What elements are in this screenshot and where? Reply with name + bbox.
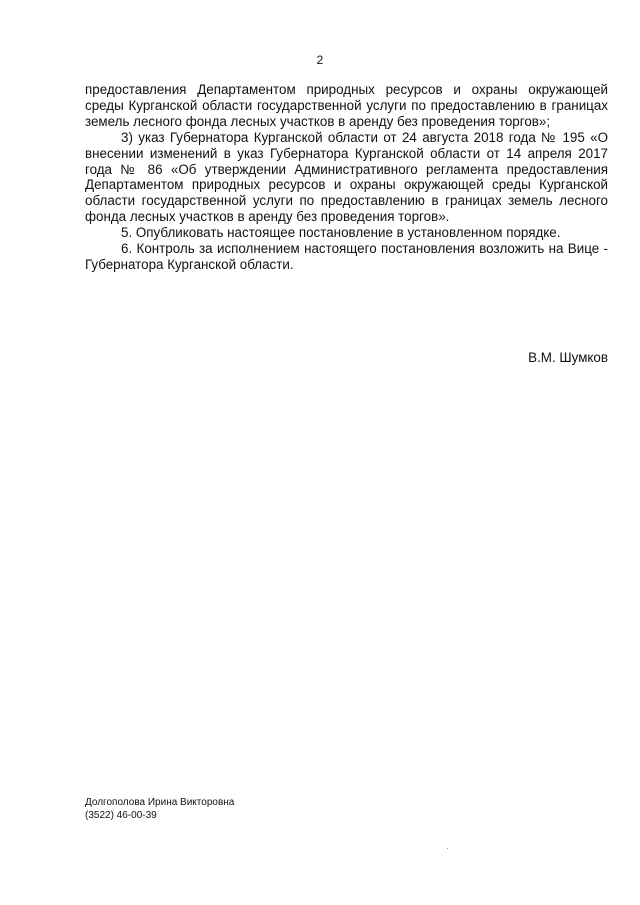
- executor-block: [85, 796, 234, 822]
- paragraph-continuation: предоставления Департаментом природных ресурсов и охраны окружающей среды Курганской области государственной услуги по предоставлению в границах земель лесного фонда лесных участков в аренду без проведения торгов»;: [85, 82, 608, 129]
- paragraph-item-3: 3) указ Губернатора Курганской области от 24 августа 2018 года № 195 «О внесении изменений в указ Губернатора Курганской области от 14 апреля 2017 года № 86 «Об утверждении Административного регламента предоставления Департаментом природных ресурсов и охраны окружающей среды Курганской области государственной услуги по предоставлению в границах земель лесного фонда лесных участков в аренду без проведения торгов».: [85, 129, 608, 225]
- executor-phone: (3522) 46-00-39: [85, 810, 157, 821]
- executor-name: Долгополова Ирина Викторовна: [85, 797, 235, 808]
- scan-speck: [447, 848, 448, 849]
- paragraph-item-5: 5. Опубликовать настоящее постановление в установленном порядке.: [121, 225, 561, 241]
- document-body: [85, 82, 608, 273]
- signatory-name: В.М. Шумков: [528, 350, 608, 365]
- paragraph-item-6: 6. Контроль за исполнением настоящего постановления возложить на Вице - Губернатора Курганской области.: [85, 241, 608, 272]
- page-number: 2: [316, 53, 324, 67]
